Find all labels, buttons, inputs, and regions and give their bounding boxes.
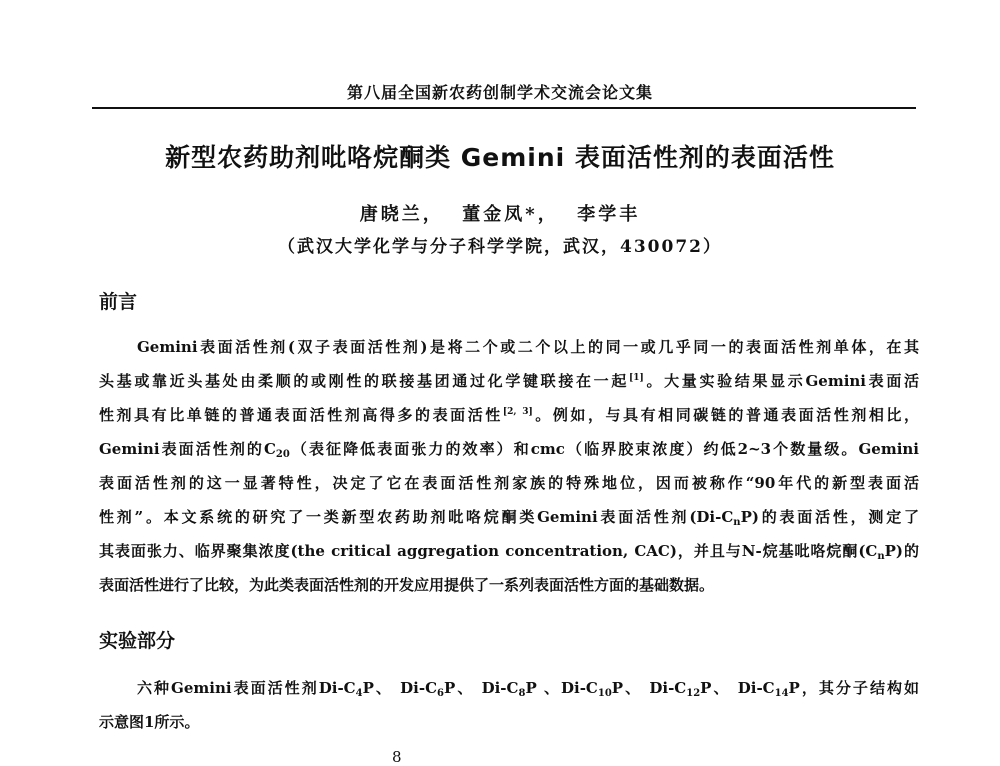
text-run: 表面活性剂的这一显著特性，决定了它在表面活性剂家族的特殊地位，因而被称作“90年代的新型表面活: [99, 474, 919, 492]
text-line: [137, 337, 919, 357]
text-run: P 、Di-C: [525, 679, 598, 697]
text-run: 。例如，与具有相同碳链的普通表面活性剂相比，: [532, 406, 919, 424]
text-run: P、 Di-C: [362, 679, 438, 697]
subscript: 4: [355, 688, 363, 699]
section-heading-intro: 前言: [99, 291, 138, 313]
text-run: P，其分子结构如: [788, 679, 920, 697]
text-run: P)的表面活性，测定了: [740, 508, 919, 526]
section-heading-experiment: 实验部分: [99, 630, 176, 652]
text-line: [99, 575, 919, 595]
text-line: [99, 712, 919, 732]
text-run: P、 Di-C: [611, 679, 687, 697]
citation-ref: [2, 3]: [502, 407, 533, 417]
subscript: n: [733, 517, 741, 528]
running-header: 第八届全国新农药创制学术交流会论文集: [346, 83, 653, 102]
paper-title: 新型农药助剂吡咯烷酮类 Gemini 表面活性剂的表面活性: [165, 143, 835, 172]
text-run: 性剂具有比单链的普通表面活性剂高得多的表面活性: [99, 406, 503, 424]
text-run: 表面活性进行了比较，为此类表面活性剂的开发应用提供了一系列表面活性方面的基础数据。: [99, 576, 715, 594]
page-number: 8: [392, 748, 402, 766]
text-run: P、 Di-C: [700, 679, 775, 697]
text-run: 。大量实验结果显示Gemini表面活: [643, 372, 919, 390]
affiliation: （武汉大学化学与分子科学学院，武汉，430072）: [278, 237, 722, 257]
header-rule: [92, 107, 916, 109]
author-list: 唐晓兰， 董金凤*， 李学丰: [359, 204, 641, 225]
text-line: [99, 473, 919, 493]
text-line: [99, 371, 919, 391]
subscript: 14: [774, 688, 789, 699]
text-run: Gemini表面活性剂(双子表面活性剂)是将二个或二个以上的同一或几乎同一的表面活性剂单体，在其: [137, 338, 919, 356]
text-line: [137, 678, 919, 698]
subscript: 10: [597, 688, 612, 699]
subscript: 8: [518, 688, 526, 699]
text-run: 头基或靠近头基处由柔顺的或刚性的联接基团通过化学键联接在一起: [99, 372, 630, 390]
subscript: n: [877, 551, 885, 562]
text-run: 示意图1所示。: [99, 713, 200, 731]
subscript: 20: [275, 449, 290, 460]
text-run: （表征降低表面张力的效率）和cmc（临界胶束浓度）约低2~3个数量级。Gemini: [289, 440, 919, 458]
text-run: Gemini表面活性剂的C: [99, 440, 276, 458]
citation-ref: [1]: [629, 373, 644, 383]
text-line: [99, 439, 919, 459]
subscript: 12: [686, 688, 701, 699]
text-line: [99, 405, 919, 425]
text-run: 六种Gemini表面活性剂Di-C: [137, 679, 356, 697]
text-run: 性剂”。本文系统的研究了一类新型农药助剂吡咯烷酮类Gemini表面活性剂(Di-C: [99, 508, 734, 526]
text-line: [99, 507, 919, 527]
subscript: 6: [437, 688, 445, 699]
text-run: 其表面张力、临界聚集浓度(the critical aggregation concentration, CAC)，并且与N-烷基吡咯烷酮(C: [99, 542, 878, 560]
text-run: P、 Di-C: [444, 679, 519, 697]
text-line: [99, 541, 919, 561]
text-run: P)的: [884, 542, 919, 560]
